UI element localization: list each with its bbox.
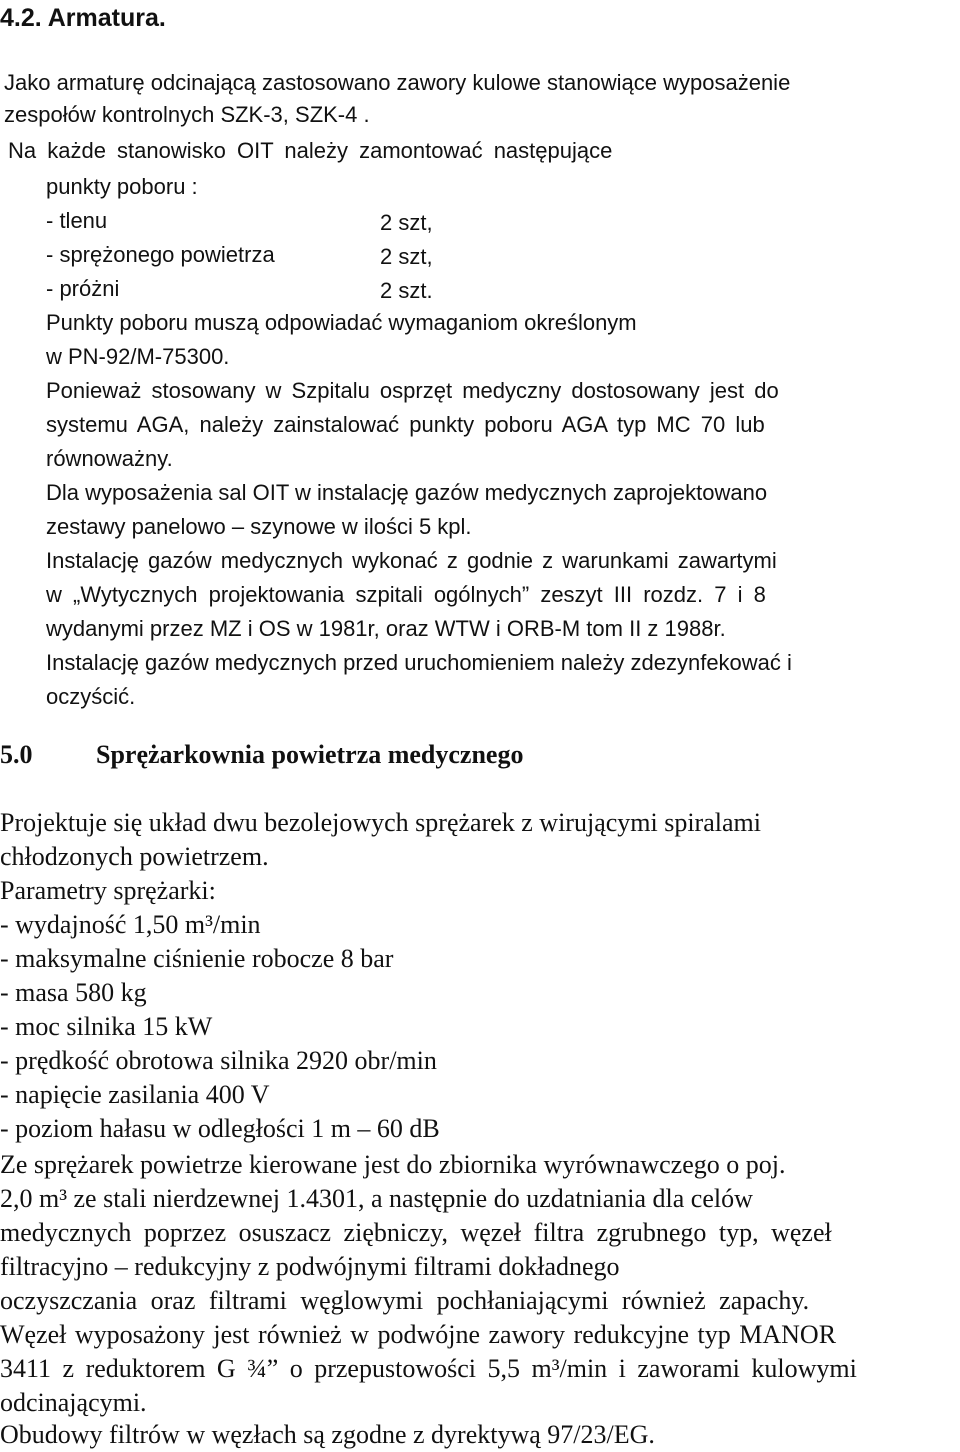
point-qty-oxygen: 2 szt, (380, 210, 433, 235)
compressor-p3-line-3: odcinającymi. (0, 1388, 147, 1417)
compressor-p3-line-2: 3411 z reduktorem G ¾” o przepustowości 5,5 m³/min i zaworami kulowymi (0, 1354, 857, 1383)
install-line-2: w „Wytycznych projektowania szpitali ogólnych” zeszyt III rozdz. 7 i 8 (46, 582, 766, 607)
oit-line: Na każde stanowisko OIT należy zamontować następujące (8, 138, 613, 163)
section-heading-armatura: 4.2. Armatura. (0, 4, 166, 32)
param-motor-power: - moc silnika 15 kW (0, 1012, 213, 1041)
panel-line-1: Dla wyposażenia sal OIT w instalację gazów medycznych zaprojektowano (46, 480, 768, 505)
intro-line-2: zespołów kontrolnych SZK-3, SZK-4 . (4, 102, 370, 127)
compressor-p2-line-3: medycznych poprzez osuszacz ziębniczy, węzeł filtra zgrubnego typ, węzeł (0, 1218, 832, 1247)
install-line-3: wydanymi przez MZ i OS w 1981r, oraz WTW i ORB-M tom II z 1988r. (46, 616, 726, 641)
point-name-oxygen: - tlenu (46, 208, 108, 233)
param-motor-speed: - prędkość obrotowa silnika 2920 obr/min (0, 1046, 437, 1075)
section-number-compressor: 5.0 (0, 740, 33, 769)
aga-line-3: równoważny. (46, 446, 173, 471)
param-mass: - masa 580 kg (0, 978, 147, 1007)
compressor-p4: Obudowy filtrów w węzłach są zgodne z dyrektywą 97/23/EG. (0, 1420, 655, 1449)
aga-line-2: systemu AGA, należy zainstalować punkty poboru AGA typ MC 70 lub (46, 412, 765, 437)
norm-line-2: w PN-92/M-75300. (46, 344, 230, 369)
point-name-vacuum: - próżni (46, 276, 120, 301)
norm-line-1: Punkty poboru muszą odpowiadać wymaganiom określonym (46, 310, 637, 335)
point-qty-vacuum: 2 szt. (380, 278, 433, 303)
param-voltage: - napięcie zasilania 400 V (0, 1080, 270, 1109)
compressor-p2-line-1: Ze sprężarek powietrze kierowane jest do zbiornika wyrównawczego o poj. (0, 1150, 786, 1179)
params-heading: Parametry sprężarki: (0, 876, 216, 905)
intro-line-1: Jako armaturę odcinającą zastosowano zawory kulowe stanowiące wyposażenie (4, 70, 791, 95)
install-line-1: Instalację gazów medycznych wykonać z godnie z warunkami zawartymi (46, 548, 777, 573)
oit-line-2: punkty poboru : (46, 174, 198, 199)
aga-line-1: Ponieważ stosowany w Szpitalu osprzęt medyczny dostosowany jest do (46, 378, 779, 403)
point-name-air: - sprężonego powietrza (46, 242, 275, 267)
disinfect-line-1: Instalację gazów medycznych przed uruchomieniem należy zdezynfekować i (46, 650, 792, 675)
param-capacity: - wydajność 1,50 m³/min (0, 910, 261, 939)
compressor-p1-line-1: Projektuje się układ dwu bezolejowych sprężarek z wirującymi spiralami (0, 808, 761, 837)
param-noise: - poziom hałasu w odległości 1 m – 60 dB (0, 1114, 440, 1143)
panel-line-2: zestawy panelowo – szynowe w ilości 5 kpl. (46, 514, 472, 539)
compressor-p2-line-5: oczyszczania oraz filtrami węglowymi pochłaniającymi również zapachy. (0, 1286, 810, 1315)
compressor-p2-line-4: filtracyjno – redukcyjny z podwójnymi filtrami dokładnego (0, 1252, 620, 1281)
compressor-p2-line-2: 2,0 m³ ze stali nierdzewnej 1.4301, a następnie do uzdatniania dla celów (0, 1184, 753, 1213)
compressor-p1-line-2: chłodzonych powietrzem. (0, 842, 269, 871)
point-qty-air: 2 szt, (380, 244, 433, 269)
section-title-compressor: Sprężarkownia powietrza medycznego (96, 740, 524, 769)
param-max-pressure: - maksymalne ciśnienie robocze 8 bar (0, 944, 394, 973)
disinfect-line-2: oczyścić. (46, 684, 136, 709)
compressor-p3-line-1: Węzeł wyposażony jest również w podwójne zawory redukcyjne typ MANOR (0, 1320, 837, 1349)
